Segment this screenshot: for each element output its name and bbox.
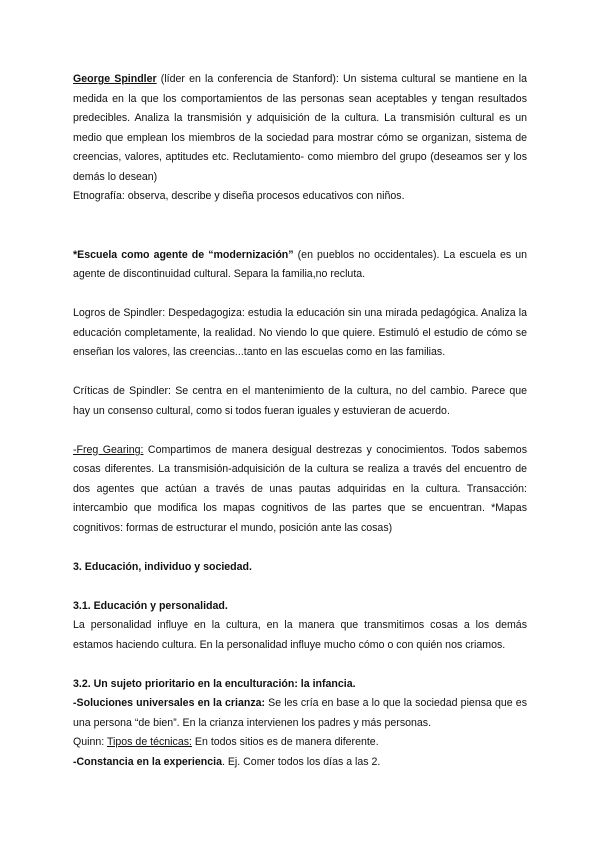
escuela-bold: *Escuela como agente de “modernización” xyxy=(73,248,294,261)
quinn-prefix: Quinn: xyxy=(73,736,107,748)
spacer xyxy=(73,577,527,597)
crianza-item xyxy=(73,694,527,733)
spacer xyxy=(73,421,527,441)
quinn-underline: Tipos de técnicas: xyxy=(106,736,192,748)
criticas-paragraph: Críticas de Spindler: Se centra en el mantenimiento de la cultura, no del cambio. Parece que hay un consenso cultural, como si todos fueran iguales y estuvieran de acuerdo. xyxy=(73,385,527,417)
logros-paragraph: Logros de Spindler: Despedagogiza: estudia la educación sin una mirada pedagógica. Analiza la educación completamente, la realidad. No viendo lo que quiere. Estimuló el estudio de cómo se enseñan los valores, las creencias...tanto en las escuelas como en las familias. xyxy=(73,307,527,358)
spacer xyxy=(73,207,527,246)
spacer xyxy=(73,363,527,383)
crianza-bold: -Soluciones universales en la crianza: xyxy=(73,697,266,709)
spindler-paragraph xyxy=(73,70,527,187)
etnografia-line: Etnografía: observa, describe y diseña procesos educativos con niños. xyxy=(73,190,405,202)
freg-name: -Freg Gearing: xyxy=(73,443,144,456)
section-3-heading: 3. Educación, individuo y sociedad. xyxy=(73,560,252,573)
escuela-text: (en pueblos no occidentales). La escuela es un agente de discontinuidad cultural. Separa la familia,no recluta. xyxy=(73,248,527,280)
spacer xyxy=(73,285,527,305)
constancia-item xyxy=(73,753,527,773)
constancia-text: . Ej. Comer todos los días a las 2. xyxy=(221,755,381,768)
spacer xyxy=(73,655,527,675)
spindler-text: (líder en la conferencia de Stanford): Un sistema cultural se mantiene en la medida en la que los comportamientos de las personas sean aceptables y tengan resultados predecibles. Analiza la transmisión y adquisición de la cultura. La transmisión cultural es un medio que emplean los miembros de la sociedad para mostrar cómo se organizan, sistema de creencias, valores, aptitudes etc. Reclutamiento- como miembro del grupo (deseamos ser y los demás lo desean) xyxy=(73,73,527,183)
spacer xyxy=(73,538,527,558)
freg-paragraph xyxy=(73,441,527,539)
section-3-1-heading: 3.1. Educación y personalidad. xyxy=(73,599,228,612)
section-3-1-body: La personalidad influye en la cultura, en la manera que transmitimos cosas a los demás estamos haciendo cultura. En la personalidad influye mucho cómo o con quién nos criamos. xyxy=(73,619,527,651)
escuela-paragraph xyxy=(73,246,527,285)
constancia-bold: -Constancia en la experiencia xyxy=(73,755,222,768)
section-3-2-heading: 3.2. Un sujeto prioritario en la enculturación: la infancia. xyxy=(73,677,356,690)
crianza-text: Se les cría en base a lo que la sociedad piensa que es una persona “de bien”. En la crianza intervienen los padres y más personas. xyxy=(73,697,527,729)
spindler-name: George Spindler xyxy=(73,73,157,85)
freg-text: Compartimos de manera desigual destrezas y conocimientos. Todos sabemos cosas diferentes. La transmisión-adquisición de la cultura se realiza a través del encuentro de dos agentes que actúan a través de unas pautas adquiridas en la cultura. Transacción: intercambio que modifica los mapas cognitivos de las partes que se encuentran. *Mapas cognitivos: formas de estructurar el mundo, posición ante las cosas) xyxy=(73,443,527,534)
quinn-line xyxy=(73,733,527,753)
quinn-text: En todos sitios es de manera diferente. xyxy=(191,736,379,748)
